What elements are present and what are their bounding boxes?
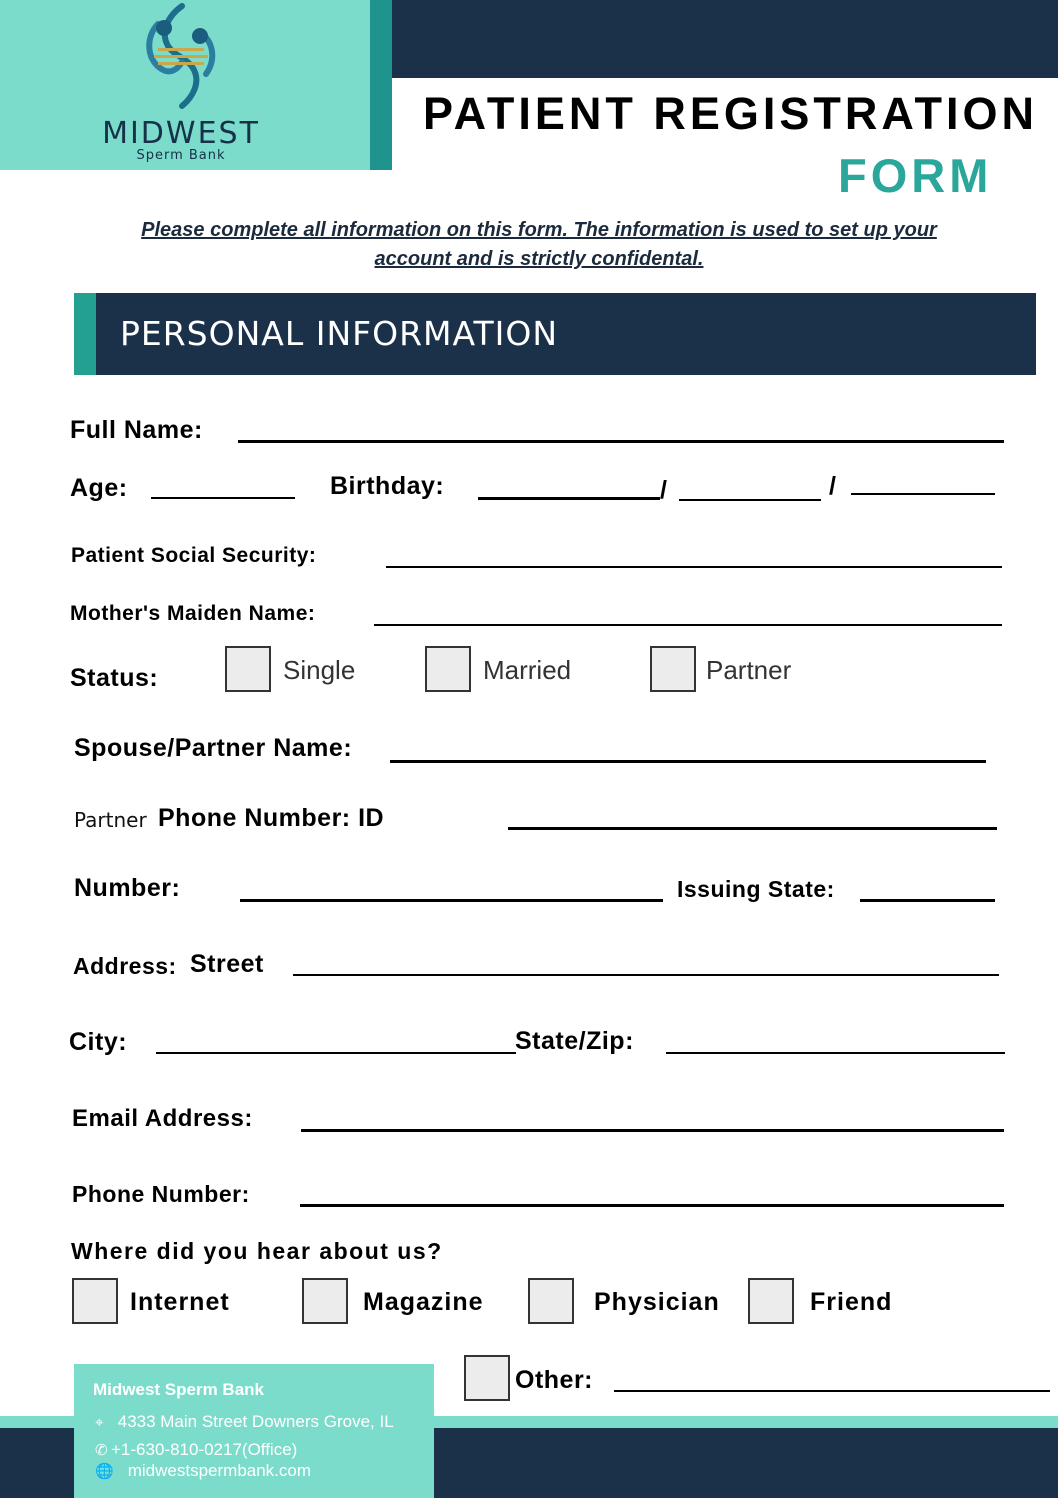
address-label: Address: xyxy=(73,953,177,979)
contact-address: 4333 Main Street Downers Grove, IL xyxy=(117,1412,394,1431)
status-married-checkbox[interactable] xyxy=(425,646,471,692)
hear-other-checkbox[interactable] xyxy=(464,1355,510,1401)
status-partner-checkbox[interactable] xyxy=(650,646,696,692)
intro-line-2: account and is strictly confidental. xyxy=(374,248,704,270)
address-street-field[interactable] xyxy=(293,974,999,976)
section-title: PERSONAL INFORMATION xyxy=(120,314,559,353)
status-single-label: Single xyxy=(283,655,356,685)
birthday-day-field[interactable] xyxy=(679,499,821,501)
logo-icon xyxy=(138,2,224,110)
contact-website[interactable]: midwestspermbank.com xyxy=(127,1461,312,1480)
birthday-slash-1: / xyxy=(660,476,668,504)
partner-phone-label: Phone Number: ID xyxy=(158,804,385,832)
contact-phone-row xyxy=(95,1440,297,1460)
ssn-label: Patient Social Security: xyxy=(71,544,317,567)
status-single-checkbox[interactable] xyxy=(225,646,271,692)
phone-label: Phone Number: xyxy=(72,1181,250,1207)
status-label: Status: xyxy=(70,664,159,692)
status-married-label: Married xyxy=(483,655,572,685)
number-label: Number: xyxy=(74,874,181,902)
hear-magazine-checkbox[interactable] xyxy=(302,1278,348,1324)
city-field[interactable] xyxy=(156,1052,516,1054)
address-street-label: Street xyxy=(190,950,264,978)
state-zip-label: State/Zip: xyxy=(515,1027,634,1055)
contact-name: Midwest Sperm Bank xyxy=(93,1380,264,1399)
hear-other-label: Other: xyxy=(515,1366,593,1394)
location-pin-icon: ⌖ xyxy=(95,1414,104,1431)
hear-friend-checkbox[interactable] xyxy=(748,1278,794,1324)
status-partner-label: Partner xyxy=(706,655,792,685)
age-field[interactable] xyxy=(151,497,295,499)
contact-website-row xyxy=(95,1461,311,1481)
partner-phone-field[interactable] xyxy=(508,827,997,830)
number-field[interactable] xyxy=(240,899,663,902)
full-name-field[interactable] xyxy=(238,440,1004,443)
contact-address-row xyxy=(95,1412,394,1432)
phone-icon: ✆ xyxy=(95,1442,108,1459)
globe-icon: 🌐 xyxy=(95,1463,114,1480)
birthday-year-field[interactable] xyxy=(851,493,995,495)
page-title: PATIENT REGISTRATION xyxy=(423,88,1038,139)
email-field[interactable] xyxy=(301,1129,1004,1132)
issuing-state-label: Issuing State: xyxy=(677,876,835,902)
brand-name: MIDWEST xyxy=(102,116,260,151)
partner-prefix: Partner xyxy=(74,808,147,832)
full-name-label: Full Name: xyxy=(70,416,203,444)
hear-internet-label: Internet xyxy=(130,1288,230,1316)
section-accent xyxy=(74,293,96,375)
hear-physician-checkbox[interactable] xyxy=(528,1278,574,1324)
ssn-field[interactable] xyxy=(386,566,1002,568)
header-bar xyxy=(392,0,1058,78)
maiden-name-label: Mother's Maiden Name: xyxy=(70,602,316,625)
intro-line-1: Please complete all information on this form. The information is used to set up your xyxy=(141,219,937,241)
contact-phone: +1-630-810-0217(Office) xyxy=(111,1440,298,1459)
hear-magazine-label: Magazine xyxy=(363,1288,484,1316)
email-label: Email Address: xyxy=(72,1105,253,1132)
hear-about-label: Where did you hear about us? xyxy=(71,1238,443,1264)
brand-subtitle: Sperm Bank xyxy=(136,148,226,163)
hear-other-field[interactable] xyxy=(614,1390,1050,1392)
hear-internet-checkbox[interactable] xyxy=(72,1278,118,1324)
hear-friend-label: Friend xyxy=(810,1288,893,1316)
spouse-field[interactable] xyxy=(390,760,986,763)
state-zip-field[interactable] xyxy=(666,1052,1005,1054)
birthday-month-field[interactable] xyxy=(478,497,660,500)
city-label: City: xyxy=(69,1028,128,1056)
phone-field[interactable] xyxy=(300,1204,1004,1207)
issuing-state-field[interactable] xyxy=(860,899,995,902)
birthday-label: Birthday: xyxy=(330,472,445,500)
logo-stripe xyxy=(370,0,392,170)
page-title-form: FORM xyxy=(838,149,993,202)
hear-physician-label: Physician xyxy=(594,1288,720,1316)
age-label: Age: xyxy=(70,474,128,502)
intro-text xyxy=(60,216,1018,274)
birthday-slash-2: / xyxy=(829,472,837,500)
spouse-label: Spouse/Partner Name: xyxy=(74,734,353,762)
maiden-name-field[interactable] xyxy=(374,624,1002,626)
